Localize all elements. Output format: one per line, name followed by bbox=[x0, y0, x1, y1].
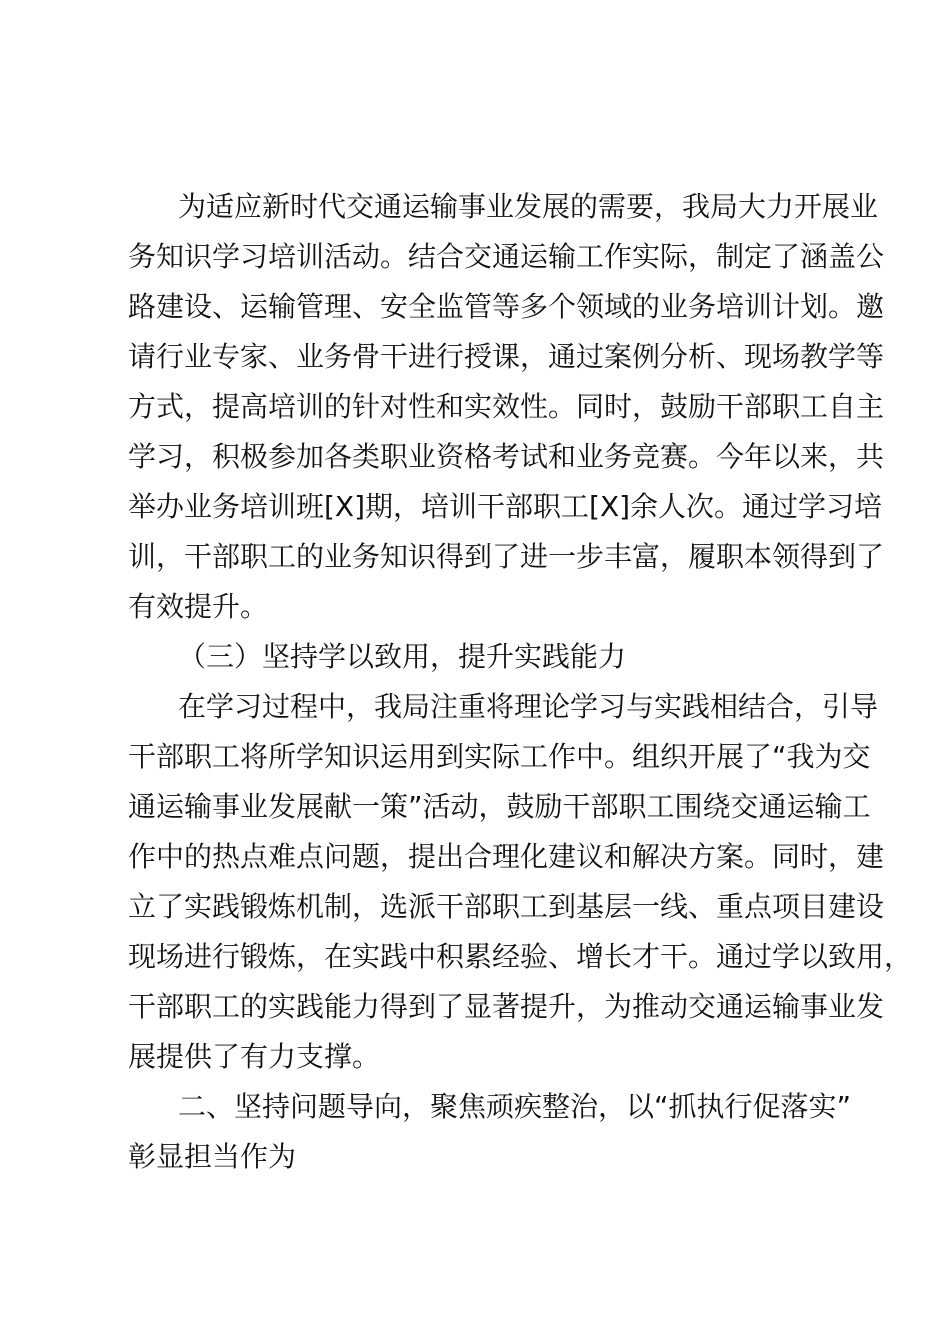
paragraph-training bbox=[128, 182, 885, 632]
section-heading-2 bbox=[128, 1082, 852, 1182]
text-line: 路建设、运输管理、安全监管等多个领域的业务培训计划。邀 bbox=[128, 290, 885, 323]
text-line: 现场进行锻炼，在实践中积累经验、增长才干。通过学以致用， bbox=[128, 940, 913, 973]
text-line: 通运输事业发展献一策”活动，鼓励干部职工围绕交通运输工 bbox=[128, 790, 871, 823]
heading-line: 彰显担当作为 bbox=[128, 1140, 297, 1173]
text-line: 请行业专家、业务骨干进行授课，通过案例分析、现场教学等 bbox=[128, 340, 885, 373]
text-line: 为适应新时代交通运输事业发展的需要，我局大力开展业 bbox=[178, 190, 879, 223]
text-line: 学习，积极参加各类职业资格考试和业务竞赛。今年以来，共 bbox=[128, 440, 885, 473]
text-line: 举办业务培训班[X]期，培训干部职工[X]余人次。通过学习培 bbox=[128, 490, 883, 523]
heading-line: （三）坚持学以致用，提升实践能力 bbox=[178, 640, 627, 673]
text-line: 有效提升。 bbox=[128, 590, 269, 623]
paragraph-practice bbox=[128, 682, 913, 1082]
text-line: 在学习过程中，我局注重将理论学习与实践相结合，引导 bbox=[178, 690, 879, 723]
text-line: 展提供了有力支撑。 bbox=[128, 1040, 381, 1073]
text-line: 训，干部职工的业务知识得到了进一步丰富，履职本领得到了 bbox=[128, 540, 885, 573]
text-line: 立了实践锻炼机制，选派干部职工到基层一线、重点项目建设 bbox=[128, 890, 885, 923]
heading-line: 二、坚持问题导向，聚焦顽疾整治，以“抓执行促落实” bbox=[178, 1090, 852, 1123]
section-heading-3 bbox=[128, 632, 848, 682]
text-line: 作中的热点难点问题，提出合理化建议和解决方案。同时，建 bbox=[128, 840, 885, 873]
text-line: 方式，提高培训的针对性和实效性。同时，鼓励干部职工自主 bbox=[128, 390, 885, 423]
text-line: 干部职工的实践能力得到了显著提升，为推动交通运输事业发 bbox=[128, 990, 885, 1023]
text-line: 务知识学习培训活动。结合交通运输工作实际，制定了涵盖公 bbox=[128, 240, 885, 273]
text-line: 干部职工将所学知识运用到实际工作中。组织开展了“我为交 bbox=[128, 740, 871, 773]
document-body bbox=[128, 182, 913, 1182]
